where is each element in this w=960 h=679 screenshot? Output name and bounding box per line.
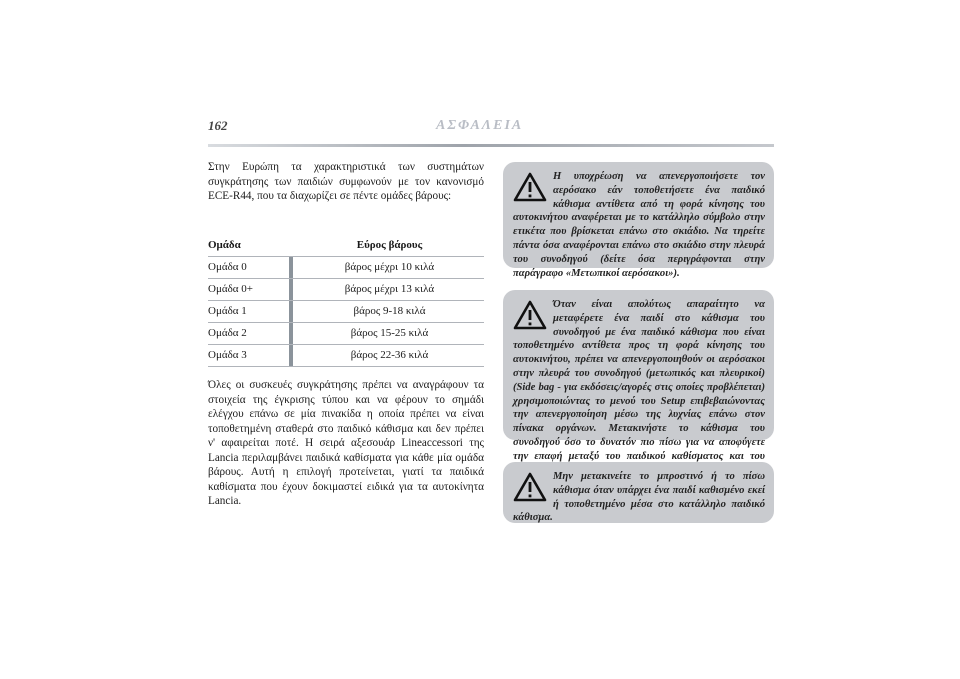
table-header-row — [208, 235, 484, 257]
group-cell: Ομάδα 0+ — [208, 283, 254, 295]
group-cell: Ομάδα 3 — [208, 349, 247, 361]
section-title: ΑΣΦΑΛΕΙΑ — [436, 118, 524, 133]
table-row — [208, 301, 484, 323]
column-header-group: Ομάδα — [208, 239, 241, 251]
warning-triangle-icon — [513, 300, 547, 330]
warning-box-seat-movement — [503, 462, 774, 523]
table-row — [208, 257, 484, 279]
page-number: 162 — [208, 118, 228, 133]
group-cell: Ομάδα 1 — [208, 305, 247, 317]
table-row — [208, 279, 484, 301]
warning-text: Όταν είναι απολύτως απαραίτητο να μεταφέρετε ένα παιδί στο κάθισμα του συνοδηγού με ένα παιδικό κάθισμα που είναι τοποθετημένο αντίθετα προς τη φορά κίνησης του αυτοκινήτου, πρέπει να απενεργοποιηθούν οι αερόσακοι στην πλευρά του συνοδηγού (μετωπικός και πλευρικοί) (Side bag - για εκδόσεις/αγορές στις οποίες προβλέπεται) χρησιμοποιώντας το μενού του Setup επιβεβαιώνοντας την απενεργοποίηση μέσω της λυχνίας επάνω στον πίνακα οργάνων. Μετακινήστε το κάθισμα του συνοδηγού όσο το δυνατόν πιο πίσω για να αποφύγετε την επαφή μεταξύ του παιδικού καθίσματος και του — [513, 299, 765, 462]
weight-groups-table — [208, 235, 484, 367]
weight-cell: βάρος 15-25 κιλά — [350, 327, 429, 339]
table-row — [208, 345, 484, 367]
warning-box-passenger-seat — [503, 290, 774, 462]
warning-box-airbag-label — [503, 162, 774, 279]
intro-paragraph: Στην Ευρώπη τα χαρακτηριστικά των συστημάτων συγκράτησης των παιδιών συμφωνούν με τον κανονισμό ECE-R44, που τα διαχωρίζει σε πέντε ομάδες βάρους: — [208, 161, 484, 202]
warning-triangle-icon — [513, 472, 547, 502]
weight-cell: βάρος 9-18 κιλά — [353, 305, 426, 317]
closing-paragraph: Όλες οι συσκευές συγκράτησης πρέπει να αναγράφουν τα στοιχεία της έγκρισης τύπου και να φέρουν το σημάδι ελέγχου επάνω σε μία πινακίδα η οποία πρέπει να είναι τοποθετημένη σταθερά στο παιδικό κάθισμα και δεν πρέπει ν' αφαιρείται ποτέ. Η σειρά αξεσουάρ Lineaccessori της Lancia περιλαμβάνει παιδικά καθίσματα για κάθε μία ομάδα βάρους. Αυτή η επιλογή προτείνεται, γιατί τα παιδικά καθίσματα που έχουν δοκιμαστεί ειδικά για τα αυτοκίνητα Lancia. — [208, 379, 484, 507]
column-header-weight: Εύρος βάρους — [356, 239, 423, 251]
group-cell: Ομάδα 0 — [208, 261, 247, 273]
weight-cell: βάρος μέχρι 10 κιλά — [344, 261, 435, 273]
weight-cell: βάρος μέχρι 13 κιλά — [344, 283, 435, 295]
table-row — [208, 323, 484, 345]
weight-cell: βάρος 22-36 κιλά — [350, 349, 429, 361]
header-divider — [208, 144, 774, 147]
group-cell: Ομάδα 2 — [208, 327, 247, 339]
page-header — [208, 118, 774, 148]
warning-text: Μην μετακινείτε το μπροστινό ή το πίσω κάθισμα όταν υπάρχει ένα παιδί καθισμένο εκεί ή τοποθετημένο μέσα στο κατάλληλο παιδικό κάθισμα. — [513, 471, 765, 524]
warning-text: Η υποχρέωση να απενεργοποιήσετε τον αερόσακο εάν τοποθετήσετε ένα παιδικό κάθισμα αντίθετα από τη φορά κίνησης του αυτοκινήτου αναφέρεται με το κατάλληλο σύμβολο στην ετικέτα που βρίσκεται επάνω στο σκιάδιο. Να τηρείτε πάντα όσα αναφέρονται επάνω στο σκιάδιο στην πλευρά του συνοδηγού (δείτε όσα περιγράφονται στην παράγραφο «Μετωπικοί αερόσακοι»). — [513, 171, 765, 279]
warning-triangle-icon — [513, 172, 547, 202]
